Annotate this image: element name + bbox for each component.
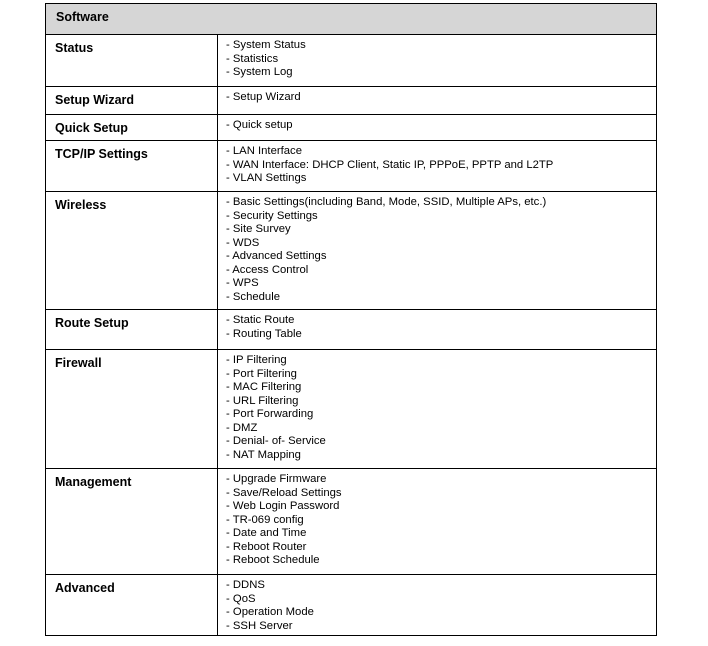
table-row [46, 310, 656, 350]
list-item: - Reboot Router [226, 540, 307, 553]
list-item: - Access Control [226, 263, 309, 276]
section-items [226, 145, 553, 186]
table-row [46, 115, 656, 141]
list-item: - QoS [226, 592, 256, 605]
section-items [226, 39, 306, 80]
table-row [46, 350, 656, 469]
section-items [226, 119, 293, 133]
software-table [45, 3, 657, 636]
table-row [46, 192, 656, 310]
list-item: - Operation Mode [226, 606, 314, 618]
list-item: - WDS [226, 236, 260, 249]
list-item: - VLAN Settings [226, 172, 307, 184]
table-row [46, 141, 656, 192]
list-item: - Save/Reload Settings [226, 486, 342, 499]
table-row [46, 469, 656, 575]
section-items [226, 354, 326, 462]
list-item: - Security Settings [226, 209, 318, 222]
list-item: - DMZ [226, 421, 258, 434]
section-label: TCP/IP Settings [55, 147, 148, 161]
list-item: - Statistics [226, 52, 279, 65]
list-item: - Site Survey [226, 223, 291, 235]
list-item: - Basic Settings(including Band, Mode, SSID, Multiple APs, etc.) [226, 196, 547, 208]
list-item: - System Status [226, 39, 306, 51]
section-items [226, 314, 302, 341]
section-label: Firewall [55, 356, 102, 370]
list-item: - Reboot Schedule [226, 554, 320, 566]
list-item: - Static Route [226, 314, 295, 326]
list-item: - Denial- of- Service [226, 435, 326, 447]
list-item: - URL Filtering [226, 394, 299, 407]
list-item: - WPS [226, 277, 259, 289]
section-label: Management [55, 475, 132, 489]
list-item: - System Log [226, 66, 293, 78]
section-label: Advanced [55, 581, 115, 595]
list-item: - TR-069 config [226, 513, 304, 526]
list-item: - NAT Mapping [226, 448, 301, 461]
section-items [226, 196, 546, 304]
list-item: - Quick setup [226, 119, 293, 131]
list-item: - Port Filtering [226, 367, 297, 380]
list-item: - Date and Time [226, 527, 307, 539]
list-item: - Upgrade Firmware [226, 473, 327, 485]
list-item: - DDNS [226, 579, 265, 591]
section-items [226, 579, 314, 633]
table-header [46, 4, 656, 35]
section-items [226, 473, 342, 568]
section-label: Quick Setup [55, 121, 128, 135]
table-row [46, 87, 656, 115]
list-item: - IP Filtering [226, 354, 287, 366]
list-item: - Setup Wizard [226, 91, 301, 103]
list-item: - Port Forwarding [226, 408, 314, 420]
list-item: - Advanced Settings [226, 250, 327, 262]
list-item: - Routing Table [226, 327, 302, 340]
list-item: - WAN Interface: DHCP Client, Static IP, PPPoE, PPTP and L2TP [226, 158, 554, 171]
list-item: - SSH Server [226, 619, 293, 632]
list-item: - Schedule [226, 290, 281, 303]
table-header-title: Software [56, 10, 109, 24]
list-item: - Web Login Password [226, 500, 340, 512]
section-label: Wireless [55, 198, 107, 212]
list-item: - LAN Interface [226, 145, 302, 157]
table-row [46, 35, 656, 87]
section-label: Route Setup [55, 316, 129, 330]
list-item: - MAC Filtering [226, 381, 302, 393]
section-label: Setup Wizard [55, 93, 135, 107]
section-label: Status [55, 41, 94, 55]
section-items [226, 91, 301, 105]
table-row [46, 575, 656, 635]
